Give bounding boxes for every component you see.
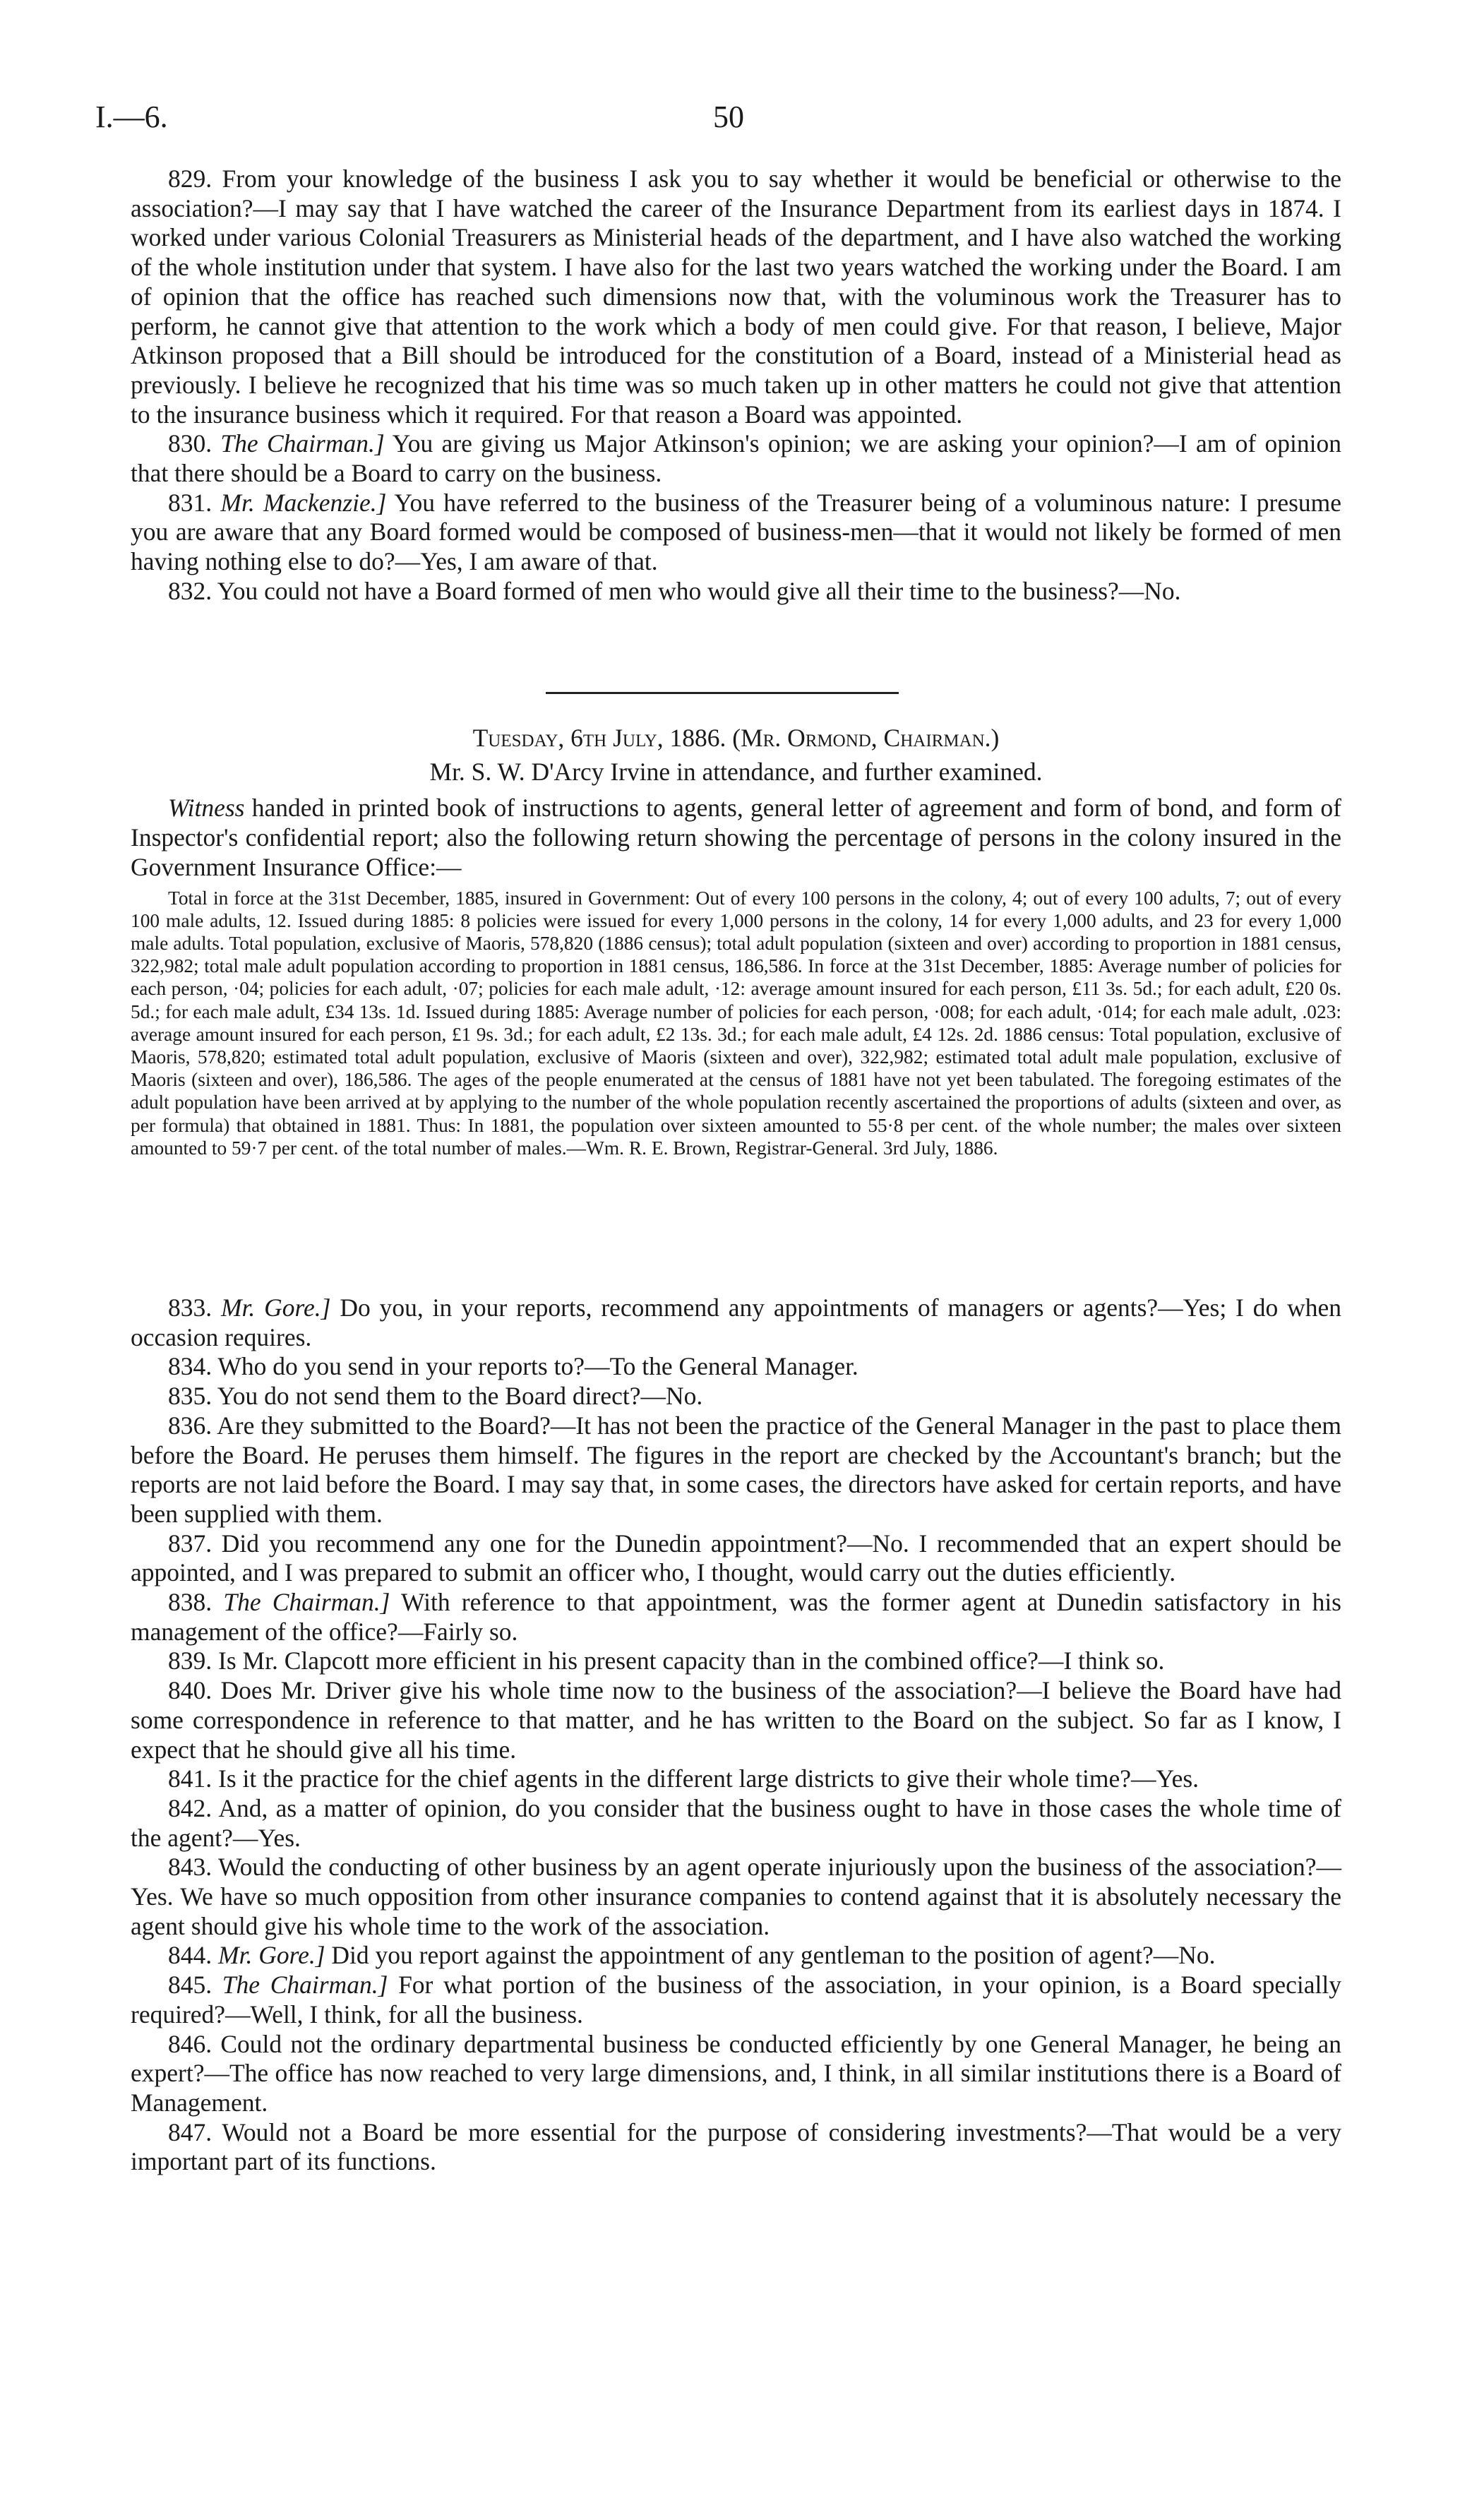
paragraph-829: 829. From your knowledge of the business I ask you to say whether it would be beneficial or otherwise to the association?—I may say that I have watched the career of the Insurance Department from its earliest days in 1874. I worked under various Colonial Treasurers as Ministerial heads of the department, and I have also watched the working of the whole institution under that system. I have also for the last two years watched the working under the Board. I am of opinion that the office has reached such dimensions now that, with the voluminous work the Treasurer has to perform, he cannot give that attention to the work which a body of men could give. For that reason, I believe, Major Atkinson proposed that a Bill should be introduced for the constitution of a Board, instead of a Ministerial head as previously. I believe he recognized that his time was so much taken up in other matters he could not give that attention to the insurance business which it required. For that reason a Board was appointed.: [131, 165, 1341, 429]
paragraph-844: 844. Mr. Gore.] Did you report against the appointment of any gentleman to the position of agent?—No.: [168, 1941, 1216, 1970]
insurance-return-note: Total in force at the 31st December, 1885, insured in Government: Out of every 100 persons in the colony, 4; out of every 100 adults, 7; out of every 100 male adults, 12. Issued during 1885: 8 policies were issued for every 1,000 persons in the colony, 14 for every 1,000 adults, and 23 for every 1,000 male adults. Total population, exclusive of Maoris, 578,820 (1886 census); total adult population (sixteen and over) according to proportion in 1881 census, 322,982; total male adult population according to proportion in 1881 census, 186,586. In force at the 31st December, 1885: Average number of policies for each person, ·04; policies for each adult, ·07; policies for each male adult, ·12: average amount insured for each person, £11 3s. 5d.; for each adult, £20 0s. 5d.; for each male adult, £34 13s. 1d. Issued during 1885: Average number of policies for each person, ·008; for each adult, ·014; for each male adult, .023: average amount insured for each person, £1 9s. 3d.; for each adult, £2 13s. 3d.; for each male adult, £4 12s. 2d. 1886 census: Total population, exclusive of Maoris, 578,820; estimated total adult population, exclusive of Maoris (sixteen and over), 322,982; estimated total adult male population, exclusive of Maoris (sixteen and over), 186,586. The ages of the people enumerated at the census of 1881 have not yet been tabulated. The foregoing estimates of the adult population have been arrived at by applying to the number of the whole population recently ascertained the proportions of adults (sixteen and over, as per formula) that obtained in 1881. Thus: In 1881, the population over sixteen amounted to 55·8 per cent. of the whole number; the males over sixteen amounted to 59·7 per cent. of the total number of males.—Wm. R. E. Brown, Registrar-General. 3rd July, 1886.: [131, 887, 1341, 1159]
paragraph-835: 835. You do not send them to the Board direct?—No.: [168, 1382, 703, 1411]
paragraph-839: 839. Is Mr. Clapcott more efficient in his present capacity than in the combined office?—I think so.: [168, 1647, 1165, 1675]
bottom-section: [131, 1293, 1341, 2177]
session-section: [131, 724, 1341, 1165]
paragraph-845: 845. The Chairman.] For what portion of the business of the association, in your opinion, is a Board specially required?—Well, I think, for all the business.: [131, 1971, 1342, 2028]
session-date-line: Tuesday, 6th July, 1886. (Mr. Ormond, Chairman.): [472, 724, 1000, 752]
paragraph-831: 831. Mr. Mackenzie.] You have referred to the business of the Treasurer being of a voluminous nature: I presume you are aware that any Board formed would be composed of business-men—that it would not likely be formed of men having nothing else to do?—Yes, I am aware of that.: [131, 488, 1342, 576]
top-section: [131, 165, 1341, 606]
section-divider: [546, 692, 899, 694]
paragraph-832: 832. You could not have a Board formed of men who would give all their time to the business?—No.: [168, 576, 1181, 605]
paragraph-834: 834. Who do you send in your reports to?—To the General Manager.: [168, 1352, 858, 1381]
paragraph-846: 846. Could not the ordinary departmental business be conducted efficiently by one General Manager, he being an expert?—The office has now reached to very large dimensions, and, I think, in all similar institutions there is a Board of Management.: [131, 2029, 1341, 2117]
document-reference: I.—6.: [95, 100, 168, 134]
paragraph-833: 833. Mr. Gore.] Do you, in your reports, recommend any appointments of managers or agents?—Yes; I do when occasion requires.: [131, 1293, 1341, 1351]
paragraph-836: 836. Are they submitted to the Board?—It has not been the practice of the General Manager in the past to place them before the Board. He peruses them himself. The figures in the report are checked by the Accountant's branch; but the reports are not laid before the Board. I may say that, in some cases, the directors have asked for certain reports, and have been supplied with them.: [131, 1411, 1341, 1528]
paragraph-841: 841. Is it the practice for the chief agents in the different large districts to give their whole time?—Yes.: [168, 1764, 1199, 1793]
paragraph-830: 830. The Chairman.] You are giving us Major Atkinson's opinion; we are asking your opinion?—I am of opinion that there should be a Board to carry on the business.: [131, 429, 1341, 488]
paragraph-843: 843. Would the conducting of other business by an agent operate injuriously upon the business of the association?—Yes. We have so much opposition from other insurance companies to contend against that it is absolutely necessary the agent should give his whole time to the work of the association.: [131, 1853, 1341, 1940]
paragraph-842: 842. And, as a matter of opinion, do you consider that the business ought to have in those cases the whole time of the agent?—Yes.: [131, 1793, 1341, 1852]
page-number: 50: [713, 100, 744, 134]
paragraph-847: 847. Would not a Board be more essential for the purpose of considering investments?—That would be a very important part of its functions.: [131, 2117, 1341, 2176]
witness-intro: Witness handed in printed book of instructions to agents, general letter of agreement and form of bond, and form of Inspector's confidential report; also the following return showing the percentage of persons in the colony insured in the Government Insurance Office:—: [131, 794, 1342, 881]
paragraph-837: 837. Did you recommend any one for the Dunedin appointment?—No. I recommended that an expert should be appointed, and I was prepared to submit an officer who, I thought, would carry out the duties efficiently.: [131, 1529, 1341, 1587]
paragraph-838: 838. The Chairman.] With reference to that appointment, was the former agent at Dunedin satisfactory in his management of the office?—Fairly so.: [131, 1588, 1341, 1646]
witness-line: Mr. S. W. D'Arcy Irvine in attendance, and further examined.: [429, 757, 1043, 786]
paragraph-840: 840. Does Mr. Driver give his whole time now to the business of the association?—I believe the Board have had some correspondence in reference to that matter, and he has written to the Board on the subject. So far as I know, I expect that he should give all his time.: [131, 1676, 1341, 1764]
